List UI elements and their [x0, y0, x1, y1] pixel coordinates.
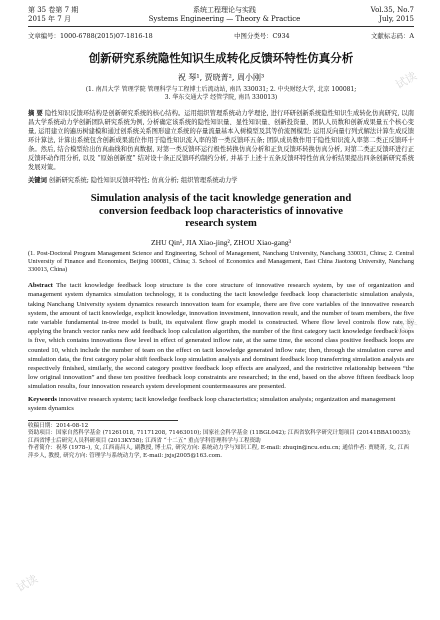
- journal-name-cn: 系统工程理论与实践: [192, 6, 256, 14]
- title-en-line: conversion feedback loop characteristics of innovative: [99, 205, 343, 217]
- volume-line-en: Vol.35, No.7: [370, 6, 414, 14]
- watermark: 试读: [393, 315, 420, 338]
- author-bio: 作者简介：祝琴 (1978–), 女, 江西南昌人, 副教授, 博士后, 研究方向: 系统动力学与知识工程, E-mail: zhuqin@ncu.edu.cn; 通信作者: 贾晓菁, 女, 江西萍乡人, 教授, 研究方向: 管理学与系统动力学, E-mail: jxjsj2005@163.com.: [28, 445, 409, 459]
- running-header: [28, 6, 414, 24]
- volume-issue-line: 第 35 卷第 7 期: [28, 6, 79, 14]
- journal-name-en: Systems Engineering — Theory & Practice: [148, 15, 301, 23]
- affiliation-cn-line: (1. 南昌大学 管理学院 管理科学与工程博士后流动站, 南昌 330031; 2. 中央财经大学, 北京 100081;: [85, 86, 357, 93]
- document-code: 文献标志码：A: [371, 32, 414, 40]
- title-cn: 创新研究系统隐性知识生成转化反馈环特性仿真分析: [88, 51, 354, 65]
- affiliation-cn-line: 3. 华东交通大学 经管学院, 南昌 330013): [164, 94, 278, 101]
- header-rule: [28, 26, 414, 27]
- authors-en: ZHU Qin¹, JIA Xiao-jing², ZHOU Xiao-gang³: [151, 237, 291, 247]
- footnotes: [28, 423, 414, 461]
- keywords-en-label: Keywords: [28, 395, 57, 403]
- article-number: 文章编号：1000-6788(2015)07-1816-18: [28, 32, 153, 40]
- abstract-en: [28, 281, 414, 391]
- keywords-cn-label: 关键词: [28, 177, 47, 184]
- keywords-en-text: innovative research system; tacit knowledge feedback loop characteristics; simulation analysis; organization and management system dynamics: [28, 395, 396, 412]
- abstract-en-label: Abstract: [28, 282, 53, 290]
- keywords-cn: [28, 176, 414, 185]
- abstract-cn: [28, 109, 414, 172]
- abstract-cn-text: 隐性知识反馈环结构是创新研究系统的核心结构。运用组织管理系统动力学理论, 进行环研创新系统隐性知识生成转化仿真研究, 以南昌大学系统动力学创新团队研究系统为例, 分析确定该系统的隐性知识量、显性知识量、创新投资量、团队人员数和创新成果量五个核心变量, 运用建立的遍历树建模和通过创系统关系图形建立系统的存量流量基本入树模型及其等价流图模型; 运用反向量行列式解法计算生成反馈环计算法, 计算出系统包含创新成果流位作用于隐性知识流入率的第一类反馈环五条; 团队成员数作用于隐性知识流入率第二类正反馈环十条。然后, 结合模型给出仿真曲线和仿真数据, 对第一类反馈环运行极性转换仿真分析和正负反馈环转换仿真分析, 对第二类正反馈环进行正反馈环动作用分析, 以及 “原始创新度” 结对设十条正反馈环约制约分析, 并基于上述十五条反馈环特性仿真分析结果提出四条创新研究系统发展对策。: [28, 110, 414, 171]
- received-date: 收稿日期：2014-08-12: [28, 422, 89, 429]
- keywords-en: [28, 395, 414, 413]
- title-en-line: Simulation analysis of the tacit knowledge generation and: [90, 193, 352, 204]
- volume-issue-en: [371, 6, 414, 24]
- affiliations-cn: [28, 86, 414, 102]
- title-en-line: research system: [185, 218, 257, 229]
- affiliations-en: (1. Post-Doctoral Program Management Science and Engineering, School of Management, Nanchang University, Nanchang 330031, China; 2. Central University of Finance and Economics, Beijing 100081, China; 3. School of Economics and Management, East China Jiaotong University, Nanchang 330013, China): [28, 249, 414, 273]
- funding-note: 资助项目：国家自然科学基金 (71261018, 71171208, 71463010); 国家社会科学基金 (11BGL042); 江西省软科学研究计划项目 (20141BBA10035); 江西省博士后研究人员科研项目 (2013KY58); 江西省 “十二五” 重点学科管理科学与工程资助: [28, 430, 411, 444]
- authors-cn: 祝 琴¹, 贾晓菁², 周小刚³: [177, 73, 265, 82]
- journal-name: [149, 6, 301, 24]
- date-line-cn: 2015 年 7 月: [28, 15, 71, 23]
- title-en: [28, 193, 414, 231]
- volume-issue-cn: [28, 6, 78, 24]
- footnote-rule: [28, 420, 178, 421]
- watermark: 试读: [393, 69, 420, 92]
- abstract-en-text: The tacit knowledge feedback loop structure is the core structure of innovative research system, by use of organization and management system dynamics simulation technology, it is conducting the tacit knowledge feedback loop characteristic simulation analysis, taking Nanchang University system dynamics research innovation team for example, there are five core variables of the innovative research system, the amount of tacit knowledge, explicit knowledge, innovation investment, innovation result, and the number of team members, the five rate variable fundamental in-tree model is built, its equivalent flow graph model is constructed. Where flow level controls flow rate, by applying the branch vector ranks new add feedback loop calculation algorithm, the number of the first category tacit knowledge feedback loops is five, which contains innovations flow level in effect of generated inflow rate, at the same time, the second class positive feedback loops are counted 10, which include the number of team on the effect on tacit knowledge generated inflow rate; then, through the simulation curve and simulation data, the first category polar shift feedback loop simulation analysis and dominant feedback loop transferring simulation analysis are respectively finished, similarly, the second category positive feedback loop effects are analyzed, and the restrictive relationship between “the low original innovation” and these ten positive feedback loop constraints are researched; in the end, based on the above fifteen feedback loop simulation results, four innovation research system development countermeasures are presented.: [28, 282, 414, 391]
- classification-number: 中图分类号：C934: [234, 32, 290, 40]
- abstract-cn-label: 摘 要: [28, 110, 43, 117]
- watermark: 试读: [14, 572, 41, 595]
- date-line-en: July, 2015: [379, 15, 414, 23]
- keywords-cn-text: 创新研究系统; 隐性知识反馈环特性; 仿真分析; 组织管理系统动力学: [48, 177, 238, 184]
- article-meta: [28, 31, 414, 40]
